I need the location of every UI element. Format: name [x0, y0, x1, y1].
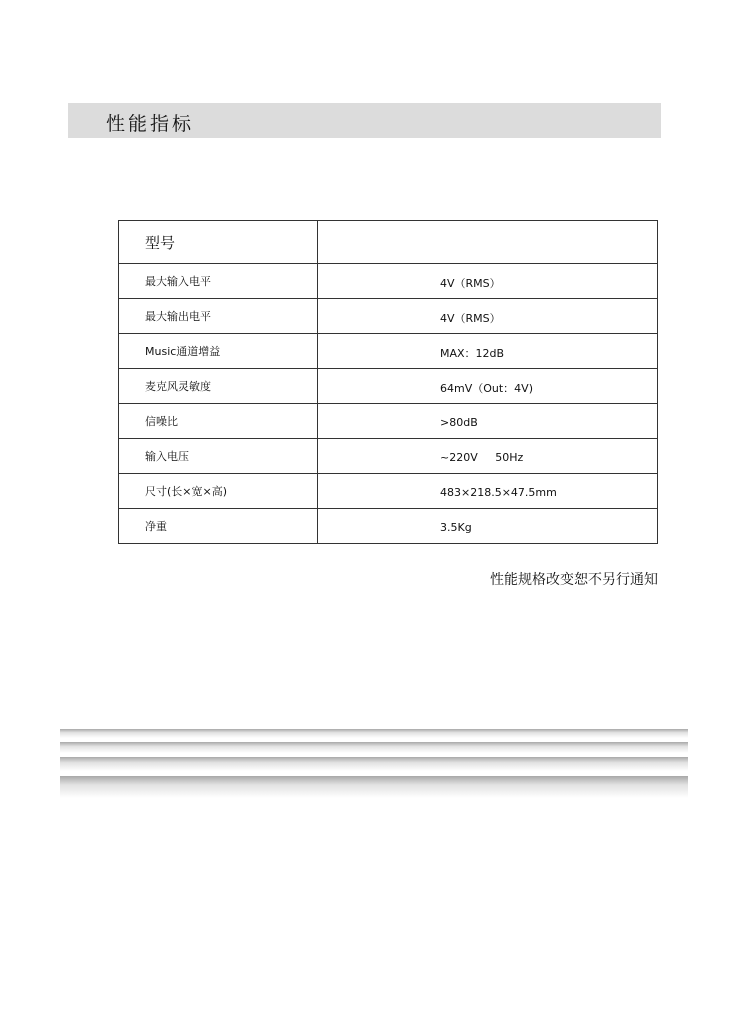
spec-label: 尺寸(长×宽×高): [119, 474, 318, 509]
spec-label: Music通道增益: [119, 334, 318, 369]
table-row: [119, 509, 658, 544]
table-row: [119, 404, 658, 439]
section-title: 性能指标: [106, 113, 195, 135]
model-value: [318, 221, 658, 264]
table-row: [119, 299, 658, 334]
decorative-bar: [60, 757, 688, 771]
section-header: [68, 103, 661, 138]
spec-label: 麦克风灵敏度: [119, 369, 318, 404]
spec-label: 输入电压: [119, 439, 318, 474]
table-row: [119, 264, 658, 299]
spec-change-notice: 性能规格改变恕不另行通知: [490, 572, 658, 588]
spec-label: 信噪比: [119, 404, 318, 439]
spec-value: ~220V 50Hz: [318, 439, 658, 474]
decorative-bar: [60, 776, 688, 798]
table-row: [119, 439, 658, 474]
table-row: [119, 474, 658, 509]
spec-label: 最大输入电平: [119, 264, 318, 299]
spec-value: MAX：12dB: [318, 334, 658, 369]
table-row: [119, 334, 658, 369]
spec-value: 483×218.5×47.5mm: [318, 474, 658, 509]
decorative-bar: [60, 742, 688, 753]
model-label: 型号: [119, 221, 318, 264]
spec-value: 4V（RMS）: [318, 299, 658, 334]
spec-label: 最大输出电平: [119, 299, 318, 334]
spec-value: 64mV（Out：4V): [318, 369, 658, 404]
spec-value: 3.5Kg: [318, 509, 658, 544]
model-row: [119, 221, 658, 264]
decorative-bar: [60, 729, 688, 738]
spec-value: 4V（RMS）: [318, 264, 658, 299]
spec-value: >80dB: [318, 404, 658, 439]
table-row: [119, 369, 658, 404]
spec-table: [118, 220, 658, 544]
spec-label: 净重: [119, 509, 318, 544]
